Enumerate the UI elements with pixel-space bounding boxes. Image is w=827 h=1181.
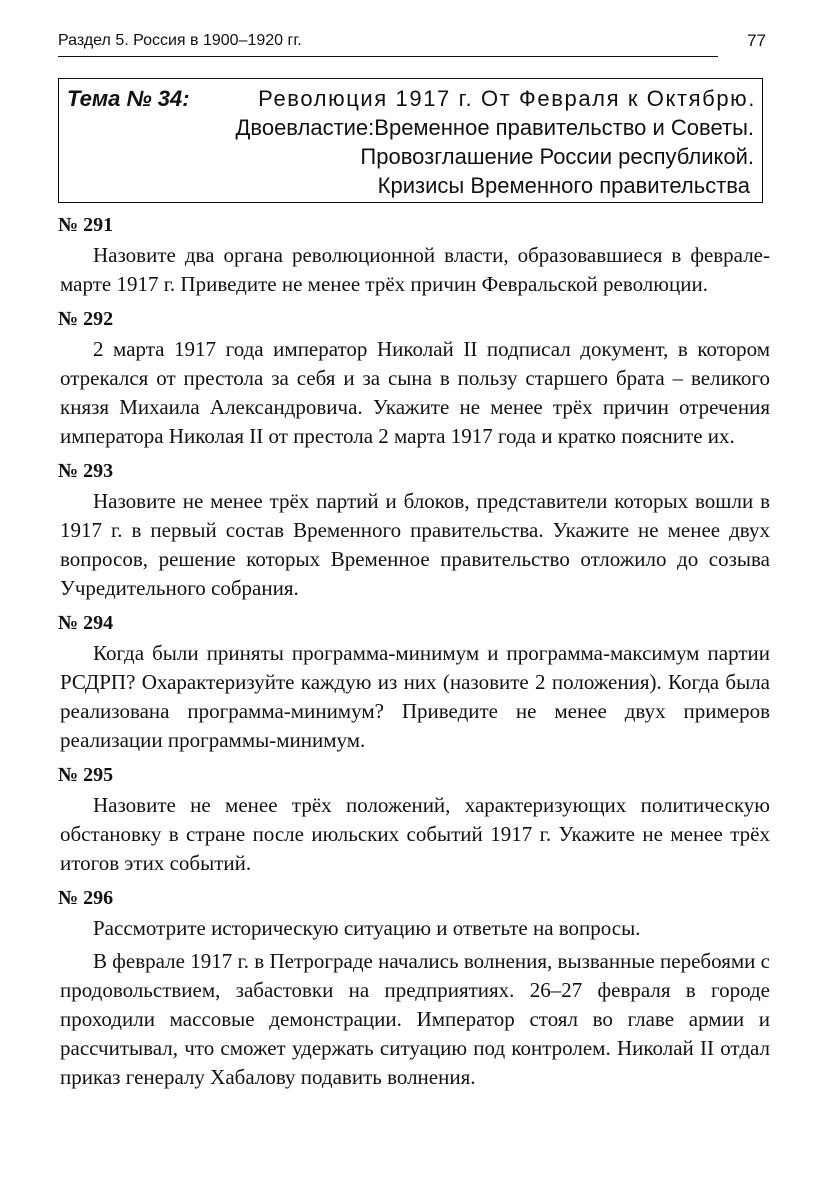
task-item	[58, 457, 770, 603]
task-item	[58, 211, 770, 299]
topic-line: Провозглашение России республикой.	[360, 144, 754, 169]
task-number: № 295	[58, 764, 114, 786]
task-text: Назовите не менее трёх положений, характеризующих политическую обстановку в стране после июльских событий 1917 г. Укажите не менее трёх итогов этих событий.	[60, 793, 770, 875]
page-number: 77	[747, 31, 766, 50]
topic-box	[58, 78, 763, 203]
task-list	[58, 211, 770, 1098]
header-rule	[58, 56, 718, 57]
task-text: Назовите два органа революционной власти, образовавшиеся в феврале-марте 1917 г. Приведите не менее трёх причин Февральской революции.	[60, 243, 770, 296]
task-item	[58, 305, 770, 451]
task-text: Назовите не менее трёх партий и блоков, представители которых вошли в 1917 г. в первый состав Временного правительства. Укажите не менее двух вопросов, решение которых Временное правительство отложило до созыва Учредительного собрания.	[60, 489, 770, 600]
section-title: Раздел 5. Россия в 1900–1920 гг.	[58, 32, 302, 49]
task-number: № 296	[58, 887, 114, 909]
task-text: 2 марта 1917 года император Николай II подписал документ, в котором отрекался от престола за себя и за сына в пользу старшего брата – великого князя Михаила Александровича. Укажите не менее трёх причин отречения императора Николая II от престола 2 марта 1917 года и кратко поясните их.	[60, 337, 770, 448]
task-item	[58, 609, 770, 755]
topic-line: Кризисы Временного правительства	[377, 173, 750, 198]
task-number: № 294	[58, 612, 114, 634]
task-item	[58, 884, 770, 1092]
task-item	[58, 761, 770, 878]
topic-label: Тема № 34:	[67, 86, 190, 111]
task-text: В феврале 1917 г. в Петрограде начались волнения, вызванные перебоями с продовольствием, забастовки на предприятиях. 26–27 февраля в городе проходили массовые демонстрации. Император стоял во главе армии и рассчитывал, что сможет удержать ситуацию под контролем. Николай II отдал приказ генералу Хабалову подавить волнения.	[60, 949, 770, 1089]
running-head	[58, 30, 766, 52]
task-number: № 291	[58, 214, 114, 236]
task-number: № 292	[58, 308, 114, 330]
task-text: Рассмотрите историческую ситуацию и ответьте на вопросы.	[93, 916, 641, 940]
task-number: № 293	[58, 460, 114, 482]
topic-line: Революция 1917 г. От Февраля к Октябрю.	[258, 86, 756, 111]
topic-line: Двоевластие:Временное правительство и Советы.	[235, 115, 754, 140]
task-text: Когда были приняты программа-минимум и программа-максимум партии РСДРП? Охарактеризуйте каждую из них (назовите 2 положения). Когда была реализована программа-минимум? Приведите не менее двух примеров реализации программы-минимум.	[60, 641, 770, 752]
